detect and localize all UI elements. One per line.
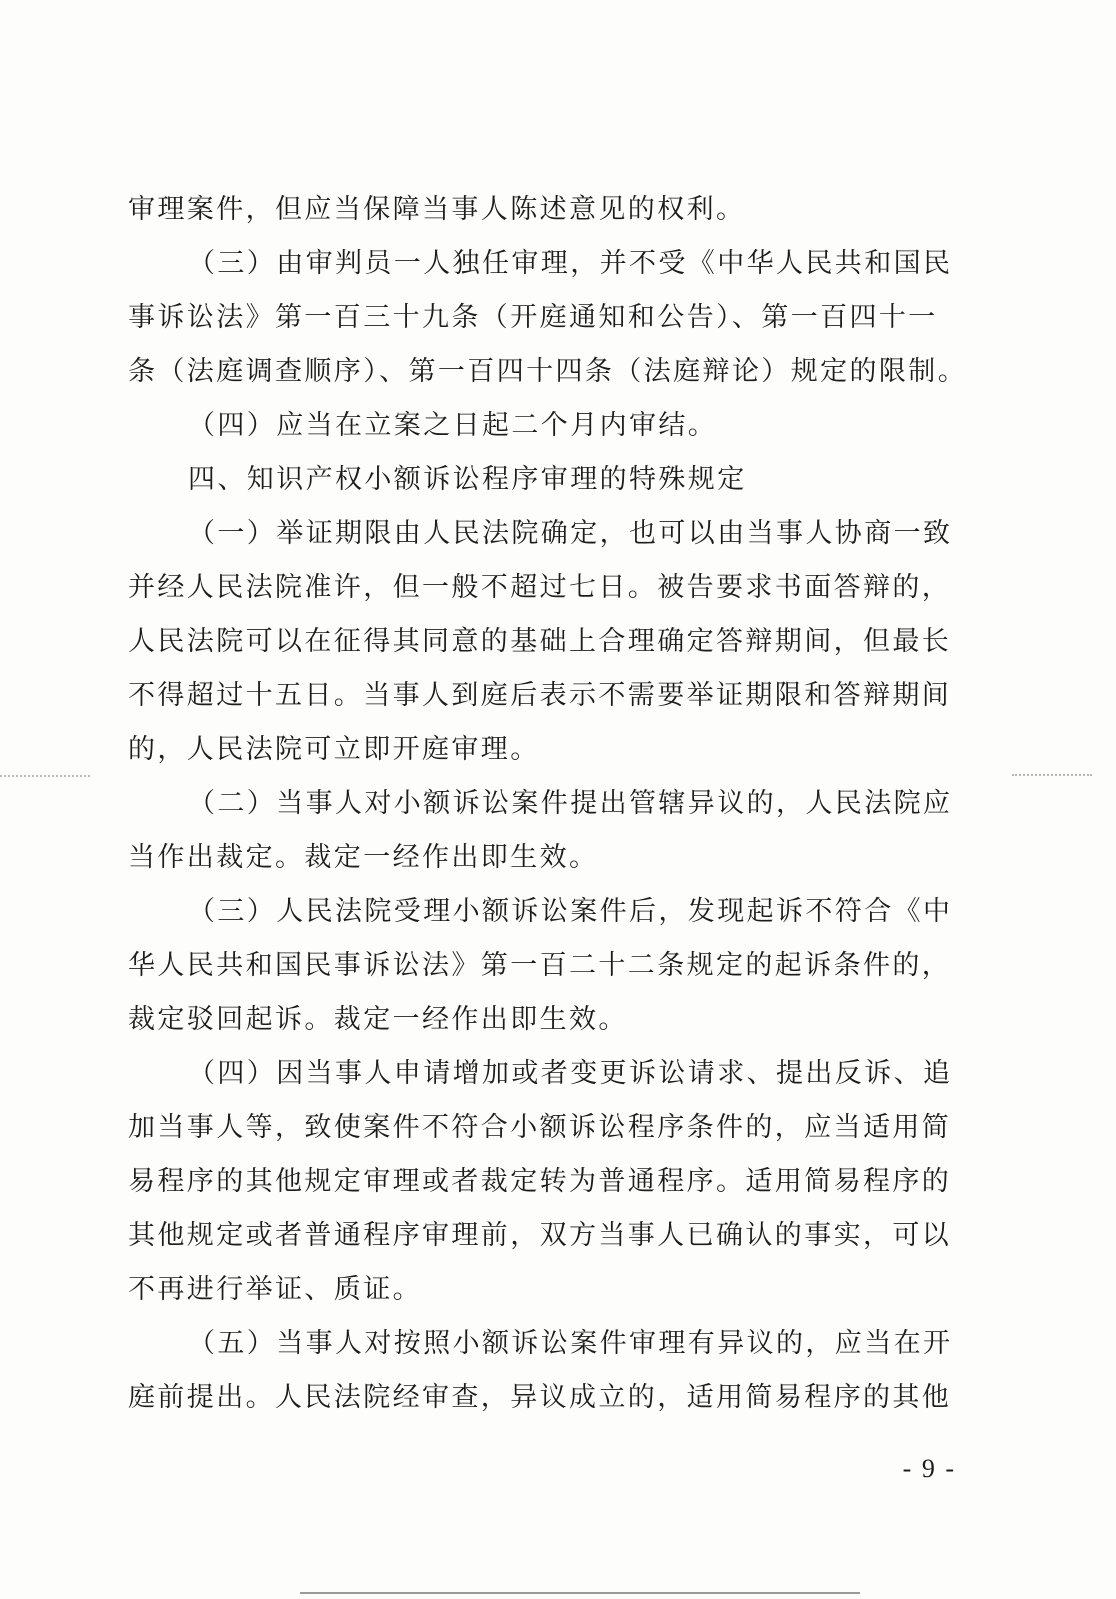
text-line: （一）举证期限由人民法院确定，也可以由当事人协商一致	[188, 518, 953, 549]
section-heading	[128, 453, 948, 507]
paragraph	[128, 507, 953, 777]
text-line: 的，人民法院可立即开庭审理。	[128, 734, 540, 765]
text-line: （三）由审判员一人独任审理，并不受《中华人民共和国民	[188, 248, 953, 279]
page-number: - 9 -	[902, 1454, 956, 1483]
text-line: 条（法庭调查顺序）、第一百四十四条（法庭辩论）规定的限制。	[128, 356, 968, 387]
paragraph	[128, 1317, 953, 1425]
scan-artifact	[1012, 774, 1092, 778]
text-line: （四）因当事人申请增加或者变更诉讼请求、提出反诉、追	[188, 1058, 953, 1089]
text-line: 不再进行举证、质证。	[128, 1274, 422, 1305]
text-line: 审理案件，但应当保障当事人陈述意见的权利。	[128, 194, 746, 225]
text-line: 庭前提出。人民法院经审查，异议成立的，适用简易程序的其他	[128, 1382, 952, 1413]
text-line: （四）应当在立案之日起二个月内审结。	[188, 410, 718, 441]
text-line: （三）人民法院受理小额诉讼案件后，发现起诉不符合《中	[188, 896, 953, 927]
text-line: （五）当事人对按照小额诉讼案件审理有异议的，应当在开	[188, 1328, 953, 1359]
text-line: 裁定驳回起诉。裁定一经作出即生效。	[128, 1004, 628, 1035]
text-line: 其他规定或者普通程序审理前，双方当事人已确认的事实，可以	[128, 1220, 952, 1251]
text-line: 不得超过十五日。当事人到庭后表示不需要举证期限和答辩期间	[128, 680, 952, 711]
text-line: （二）当事人对小额诉讼案件提出管辖异议的，人民法院应	[188, 788, 953, 819]
text-line: 事诉讼法》第一百三十九条（开庭通知和公告）、第一百四十一	[128, 302, 938, 333]
paragraph	[128, 777, 953, 885]
paragraph	[128, 399, 948, 453]
paragraph	[128, 237, 968, 399]
document-body	[128, 183, 968, 1425]
text-line: 易程序的其他规定审理或者裁定转为普通程序。适用简易程序的	[128, 1166, 952, 1197]
text-line: 人民法院可以在征得其同意的基础上合理确定答辩期间，但最长	[128, 626, 952, 657]
paragraph	[128, 885, 953, 1047]
text-line: 并经人民法院准许，但一般不超过七日。被告要求书面答辩的，	[128, 572, 952, 603]
text-line: 华人民共和国民事诉讼法》第一百二十二条规定的起诉条件的，	[128, 950, 952, 981]
text-line: 加当事人等，致使案件不符合小额诉讼程序条件的，应当适用简	[128, 1112, 952, 1143]
text-line: 四、知识产权小额诉讼程序审理的特殊规定	[188, 464, 747, 495]
text-line: 当作出裁定。裁定一经作出即生效。	[128, 842, 599, 873]
paragraph	[128, 1047, 953, 1317]
paragraph	[128, 183, 948, 237]
page-bottom-edge	[300, 1592, 860, 1594]
scan-artifact	[0, 775, 90, 779]
